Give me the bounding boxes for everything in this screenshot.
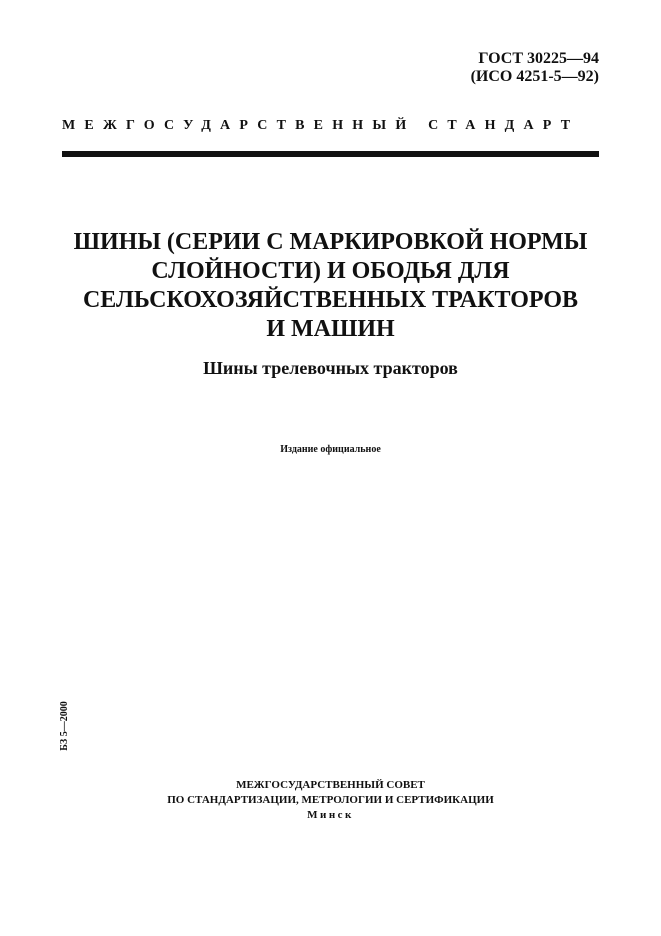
edition-note: Издание официальное [280, 444, 381, 455]
side-code [58, 696, 72, 756]
iso-number: (ИСО 4251-5—92) [470, 68, 599, 85]
side-code-text: БЗ 5—2000 [59, 701, 70, 751]
publisher-line-1: МЕЖГОСУДАРСТВЕННЫЙ СОВЕТ [236, 779, 425, 791]
gost-number: ГОСТ 30225—94 [478, 50, 599, 67]
title-line-2: СЛОЙНОСТИ) И ОБОДЬЯ ДЛЯ [151, 258, 510, 284]
title-line-3: СЕЛЬСКОХОЗЯЙСТВЕННЫХ ТРАКТОРОВ [82, 287, 579, 313]
publisher-city: Минск [307, 809, 354, 821]
publisher-line-2: ПО СТАНДАРТИЗАЦИИ, МЕТРОЛОГИИ И СЕРТИФИКАЦИИ [167, 794, 494, 806]
title-line-4: И МАШИН [266, 316, 395, 342]
publisher-block [0, 778, 661, 823]
gost-designation [471, 50, 599, 86]
document-subtitle: Шины трелевочных тракторов [203, 358, 458, 378]
header-rule [62, 151, 599, 157]
standard-type-heading: МЕЖГОСУДАРСТВЕННЫЙ СТАНДАРТ [62, 118, 580, 133]
document-title [0, 228, 661, 344]
title-line-1: ШИНЫ (СЕРИИ С МАРКИРОВКОЙ НОРМЫ [73, 229, 588, 255]
